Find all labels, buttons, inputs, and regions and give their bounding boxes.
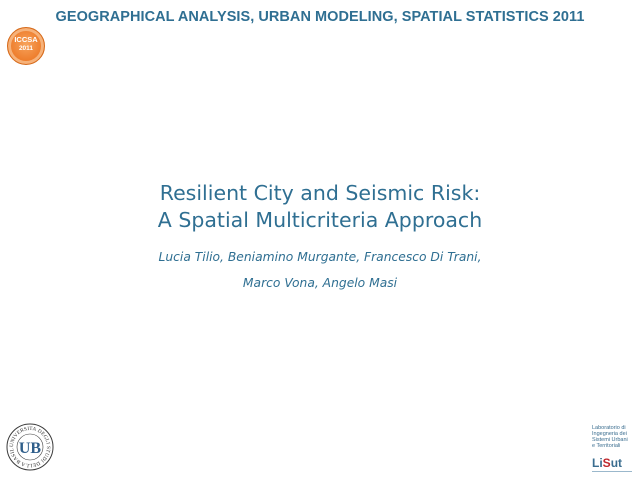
iccsa-logo-year: 2011 — [18, 45, 34, 52]
authors-line-1: Lucia Tilio, Beniamino Murgante, Francesco Di Trani, — [158, 250, 482, 264]
seal-ring-text: UNIVERSITA DEGLI STUDI DELLA BASIL — [8, 425, 52, 469]
lisut-wordmark — [592, 456, 622, 470]
lisut-lab-logo — [592, 425, 636, 473]
lisut-line-1: Laboratorio di — [592, 425, 626, 431]
lisut-line-4: e Territoriali — [592, 443, 621, 449]
lisut-divider — [592, 471, 632, 472]
lisut-wordmark-suffix: ut — [610, 456, 623, 470]
authors-line-2: Marco Vona, Angelo Masi — [242, 276, 398, 290]
lisut-line-2: Ingegneria dei — [592, 431, 627, 437]
lisut-wordmark-prefix: Li — [592, 456, 603, 470]
slide-title-line-2: A Spatial Multicriteria Approach — [157, 208, 483, 232]
lisut-wordmark-s: S — [602, 456, 611, 470]
slide-title-line-1: Resilient City and Seismic Risk: — [159, 181, 481, 205]
seal-monogram: UB — [18, 440, 42, 457]
iccsa-logo-text: ICCSA — [14, 35, 38, 44]
slide-title — [0, 180, 640, 234]
header-title: GEOGRAPHICAL ANALYSIS, URBAN MODELING, SPATIAL STATISTICS 2011 — [55, 9, 585, 25]
lisut-lab-name — [592, 425, 628, 449]
iccsa-logo — [7, 27, 45, 65]
university-seal-logo — [6, 423, 54, 471]
lisut-line-3: Sistemi Urbani — [592, 437, 628, 443]
